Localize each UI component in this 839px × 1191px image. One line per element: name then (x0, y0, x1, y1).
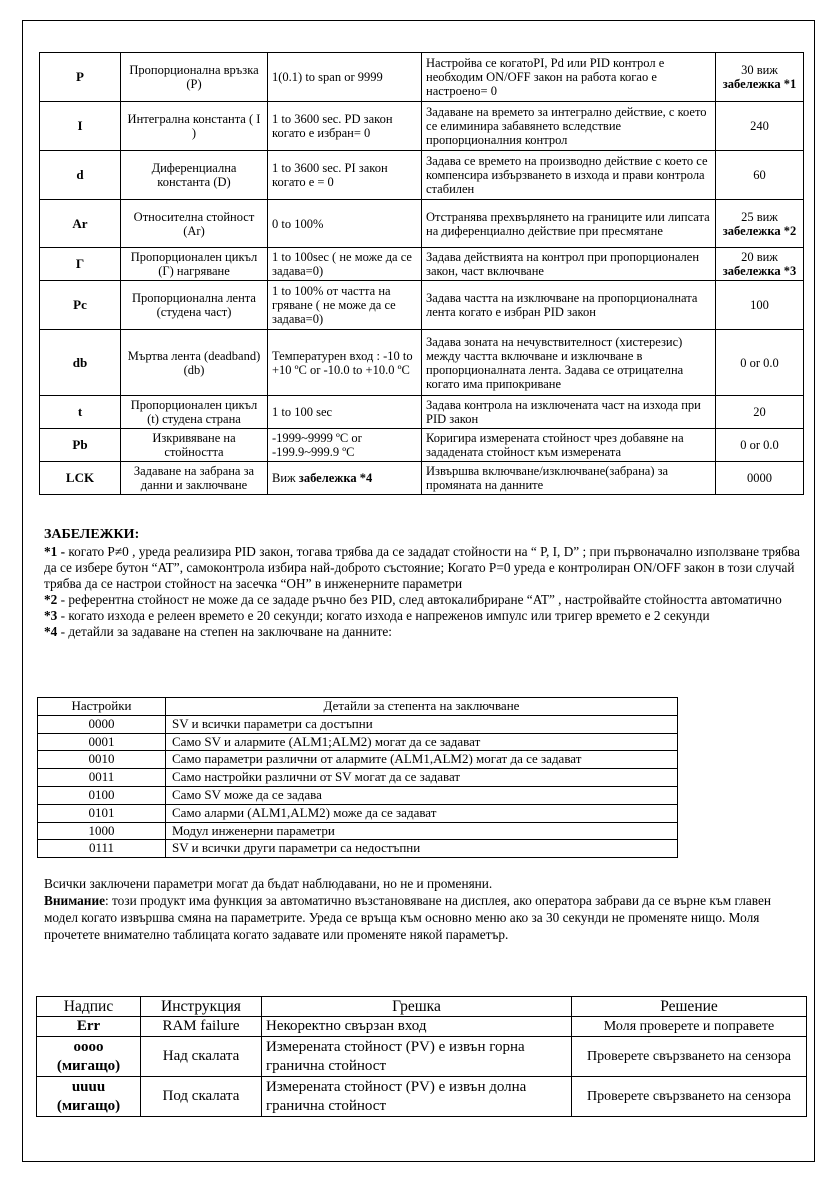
param-name: Пропорционална връзка (P) (121, 53, 268, 102)
param-name: Изкривяване на стойността (121, 429, 268, 462)
param-default-value: 20 (753, 405, 766, 419)
lock-setting: 0101 (38, 804, 166, 822)
error-instruction: Под скалата (141, 1077, 262, 1117)
param-range: -1999~9999 ºC or -199.9~999.9 ºC (268, 429, 422, 462)
param-default-value: 60 (753, 168, 766, 182)
param-code: db (40, 330, 121, 396)
error-solution: Моля проверете и поправете (572, 1017, 807, 1037)
param-default (716, 53, 804, 102)
param-description: Коригира измерената стойност чрез добавяне на зададената стойност към измерената (422, 429, 716, 462)
param-default-note: забележка *2 (722, 223, 797, 238)
lock-details: SV и всички параметри са достъпни (166, 715, 678, 733)
lock-row (38, 786, 678, 804)
lock-row (38, 840, 678, 858)
param-code: t (40, 396, 121, 429)
error-row (37, 1017, 807, 1037)
param-default (716, 462, 804, 495)
param-range: 1 to 3600 sec. PD закон когато е избран= 0 (268, 102, 422, 151)
param-description: Задава зоната на нечувствителност (хистерезис) между частта включване и изключване в пропорционалната лента. Задава се отрицателна когато има припокриване (422, 330, 716, 396)
param-range: Температурен вход : -10 to +10 ºC or -10.0 to +10.0 ºC (268, 330, 422, 396)
error-row (37, 1077, 807, 1117)
param-row (40, 429, 804, 462)
error-header-error: Грешка (262, 997, 572, 1017)
param-range: 0 to 100% (268, 200, 422, 248)
param-default-value: 0000 (747, 471, 772, 485)
error-solution: Проверете свързването на сензора (572, 1037, 807, 1077)
parameter-table (39, 52, 804, 495)
lock-details: Модул инженерни параметри (166, 822, 678, 840)
lock-row (38, 804, 678, 822)
param-default (716, 200, 804, 248)
lock-header-setting: Настройки (38, 698, 166, 716)
param-range-prefix: Виж (272, 471, 299, 485)
param-range (268, 462, 422, 495)
note-4: *4 - детайли за задаване на степен на заключване на данните: (44, 624, 392, 639)
error-header-solution: Решение (572, 997, 807, 1017)
param-description: Извършва включване/изключване(забрана) за промяната на данните (422, 462, 716, 495)
lock-setting: 1000 (38, 822, 166, 840)
param-code: Г (40, 248, 121, 281)
error-label (37, 1037, 141, 1077)
param-default (716, 330, 804, 396)
param-description: Настройва се когатоPI, Pd или PID контрол е необходим ON/OFF закон на работа когао е настроено= 0 (422, 53, 716, 102)
param-row (40, 102, 804, 151)
param-default-note: забележка *1 (722, 77, 797, 91)
param-default (716, 396, 804, 429)
param-row (40, 281, 804, 330)
lock-setting: 0011 (38, 769, 166, 787)
param-name: Относителна стойност (Ar) (121, 200, 268, 248)
param-row (40, 330, 804, 396)
note-2: *2 - референтна стойност не може да се зададе ръчно без PID, след автокалибриране “AT” , настройвайте стойността автоматично (44, 592, 782, 607)
param-code: d (40, 151, 121, 200)
notes-section (44, 527, 804, 640)
error-row (37, 1037, 807, 1077)
param-range: 1 to 100sec ( не може да се задава=0) (268, 248, 422, 281)
param-code: LCK (40, 462, 121, 495)
param-row (40, 200, 804, 248)
param-default-value: 30 виж (741, 63, 778, 77)
error-description: Измерената стойност (PV) е извън горна гранична стойност (262, 1037, 572, 1077)
error-label (37, 1077, 141, 1117)
lock-details: Само параметри различни от алармите (ALM1,ALM2) могат да се задават (166, 751, 678, 769)
param-name: Пропорционален цикъл (Г) нагряване (121, 248, 268, 281)
error-instruction: Над скалата (141, 1037, 262, 1077)
param-default (716, 281, 804, 330)
error-table (36, 996, 807, 1117)
locked-params-note: Всички заключени параметри могат да бъдат наблюдавани, но не и променяни. (44, 876, 493, 891)
param-description: Задава частта на изключване на пропорционалната лента когато е избран PID закон (422, 281, 716, 330)
lock-details: Само настройки различни от SV могат да се задават (166, 769, 678, 787)
param-name: Задаване на забрана за данни и заключване (121, 462, 268, 495)
param-default-value: 240 (750, 119, 769, 133)
param-code: I (40, 102, 121, 151)
param-default-value: 0 or 0.0 (740, 355, 779, 370)
lock-setting: 0100 (38, 786, 166, 804)
lock-details: SV и всички други параметри са недостъпни (166, 840, 678, 858)
error-description: Измерената стойност (PV) е извън долна гранична стойност (262, 1077, 572, 1117)
error-instruction: RAM failure (141, 1017, 262, 1037)
error-header-instruction: Инструкция (141, 997, 262, 1017)
param-row (40, 396, 804, 429)
param-row (40, 462, 804, 495)
param-default (716, 429, 804, 462)
param-name: Диференциална константа (D) (121, 151, 268, 200)
param-row (40, 248, 804, 281)
error-description: Некоректно свързан вход (262, 1017, 572, 1037)
param-description: Задаване на времето за интегрално действие, с което се елиминира забавянето вследствие пропорционалния контрол (422, 102, 716, 151)
error-label (37, 1017, 141, 1037)
param-description: Задава контрола на изключената част на изхода при PID закон (422, 396, 716, 429)
param-range: 1(0.1) to span or 9999 (268, 53, 422, 102)
param-range: 1 to 100 sec (268, 396, 422, 429)
lock-setting: 0010 (38, 751, 166, 769)
param-description: Задава се времето на производно действие с което се компенсира избързването в изхода и прави контрола стабилен (422, 151, 716, 200)
lock-row (38, 715, 678, 733)
error-header-label: Надпис (37, 997, 141, 1017)
param-code: Ar (40, 200, 121, 248)
lock-row (38, 733, 678, 751)
lock-details: Само SV и алармите (ALM1;ALM2) могат да се задават (166, 733, 678, 751)
param-description: Отстранява прехвърлянето на границите или липсата на диференциално действие при пресмятане (422, 200, 716, 248)
param-default (716, 102, 804, 151)
lock-details: Само SV може да се задава (166, 786, 678, 804)
param-range: 1 to 3600 sec. PI закон когато е = 0 (268, 151, 422, 200)
notes-heading: ЗАБЕЛЕЖКИ: (44, 527, 140, 542)
param-range: 1 to 100% от частта на гряване ( не може да се задава=0) (268, 281, 422, 330)
lock-row (38, 769, 678, 787)
param-name: Пропорционална лента (студена част) (121, 281, 268, 330)
param-default (716, 151, 804, 200)
param-name: Интегрална константа ( I ) (121, 102, 268, 151)
error-label-code: uuuu (71, 1078, 106, 1095)
lock-setting: 0000 (38, 715, 166, 733)
note-3: *3 - когато изхода е релеен времето е 20 секунди; когато изхода е напреженов импулс или тригер времето е 2 секунди (44, 608, 710, 623)
lock-header-details: Детайли за степента на заключване (166, 698, 678, 716)
error-label-blink: (мигащо) (56, 1097, 121, 1114)
error-label-code: Err (76, 1018, 101, 1034)
lock-row (38, 822, 678, 840)
param-code: Pb (40, 429, 121, 462)
param-default (716, 248, 804, 281)
lock-row (38, 751, 678, 769)
param-default-note: забележка *3 (722, 264, 797, 278)
error-label-code: oooo (73, 1038, 104, 1055)
param-row (40, 53, 804, 102)
param-default-value: 100 (750, 298, 769, 312)
lock-details: Само аларми (ALM1,ALM2) може да се задават (166, 804, 678, 822)
param-code: Pc (40, 281, 121, 330)
error-label-blink: (мигащо) (56, 1057, 121, 1074)
param-description: Задава действията на контрол при пропорционален закон, част включване (422, 248, 716, 281)
param-default-value: 25 виж (741, 209, 778, 224)
attention-note: Внимание: този продукт има функция за автоматично възстановяване на дисплея, ако оператора забрави да се върне към главен модел когато извършва смяна на параметрите. Уреда се връща към основно меню ако за 30 секунди не променяте нищо. Моля прочетете внимателно таблицата когато задавате или променяте някой параметър. (44, 893, 771, 942)
param-name: Мъртва лента (deadband) (db) (121, 330, 268, 396)
param-code: P (40, 53, 121, 102)
param-default-value: 20 виж (741, 250, 778, 264)
param-row (40, 151, 804, 200)
note-1: *1 - когато P≠0 , уреда реализира PID закон, тогава трябва да се зададат стойности на “ P, I, D” ; при първоначално използване трябва да се избере бутон “AT”, самоконтрола избира най-доброто състояние; Когато P=0 уреда е контролиран ON/OFF закон в този случай трябва да се настрои стойност на засечка “ОН” в инженерните параметри (44, 544, 800, 591)
param-range-note: забележка *4 (298, 471, 373, 485)
param-name: Пропорционален цикъл (t) студена страна (121, 396, 268, 429)
error-solution: Проверете свързването на сензора (572, 1077, 807, 1117)
info-section (44, 875, 804, 943)
lock-level-table (37, 697, 678, 858)
lock-setting: 0001 (38, 733, 166, 751)
lock-setting: 0111 (38, 840, 166, 858)
param-default-value: 0 or 0.0 (740, 438, 779, 452)
